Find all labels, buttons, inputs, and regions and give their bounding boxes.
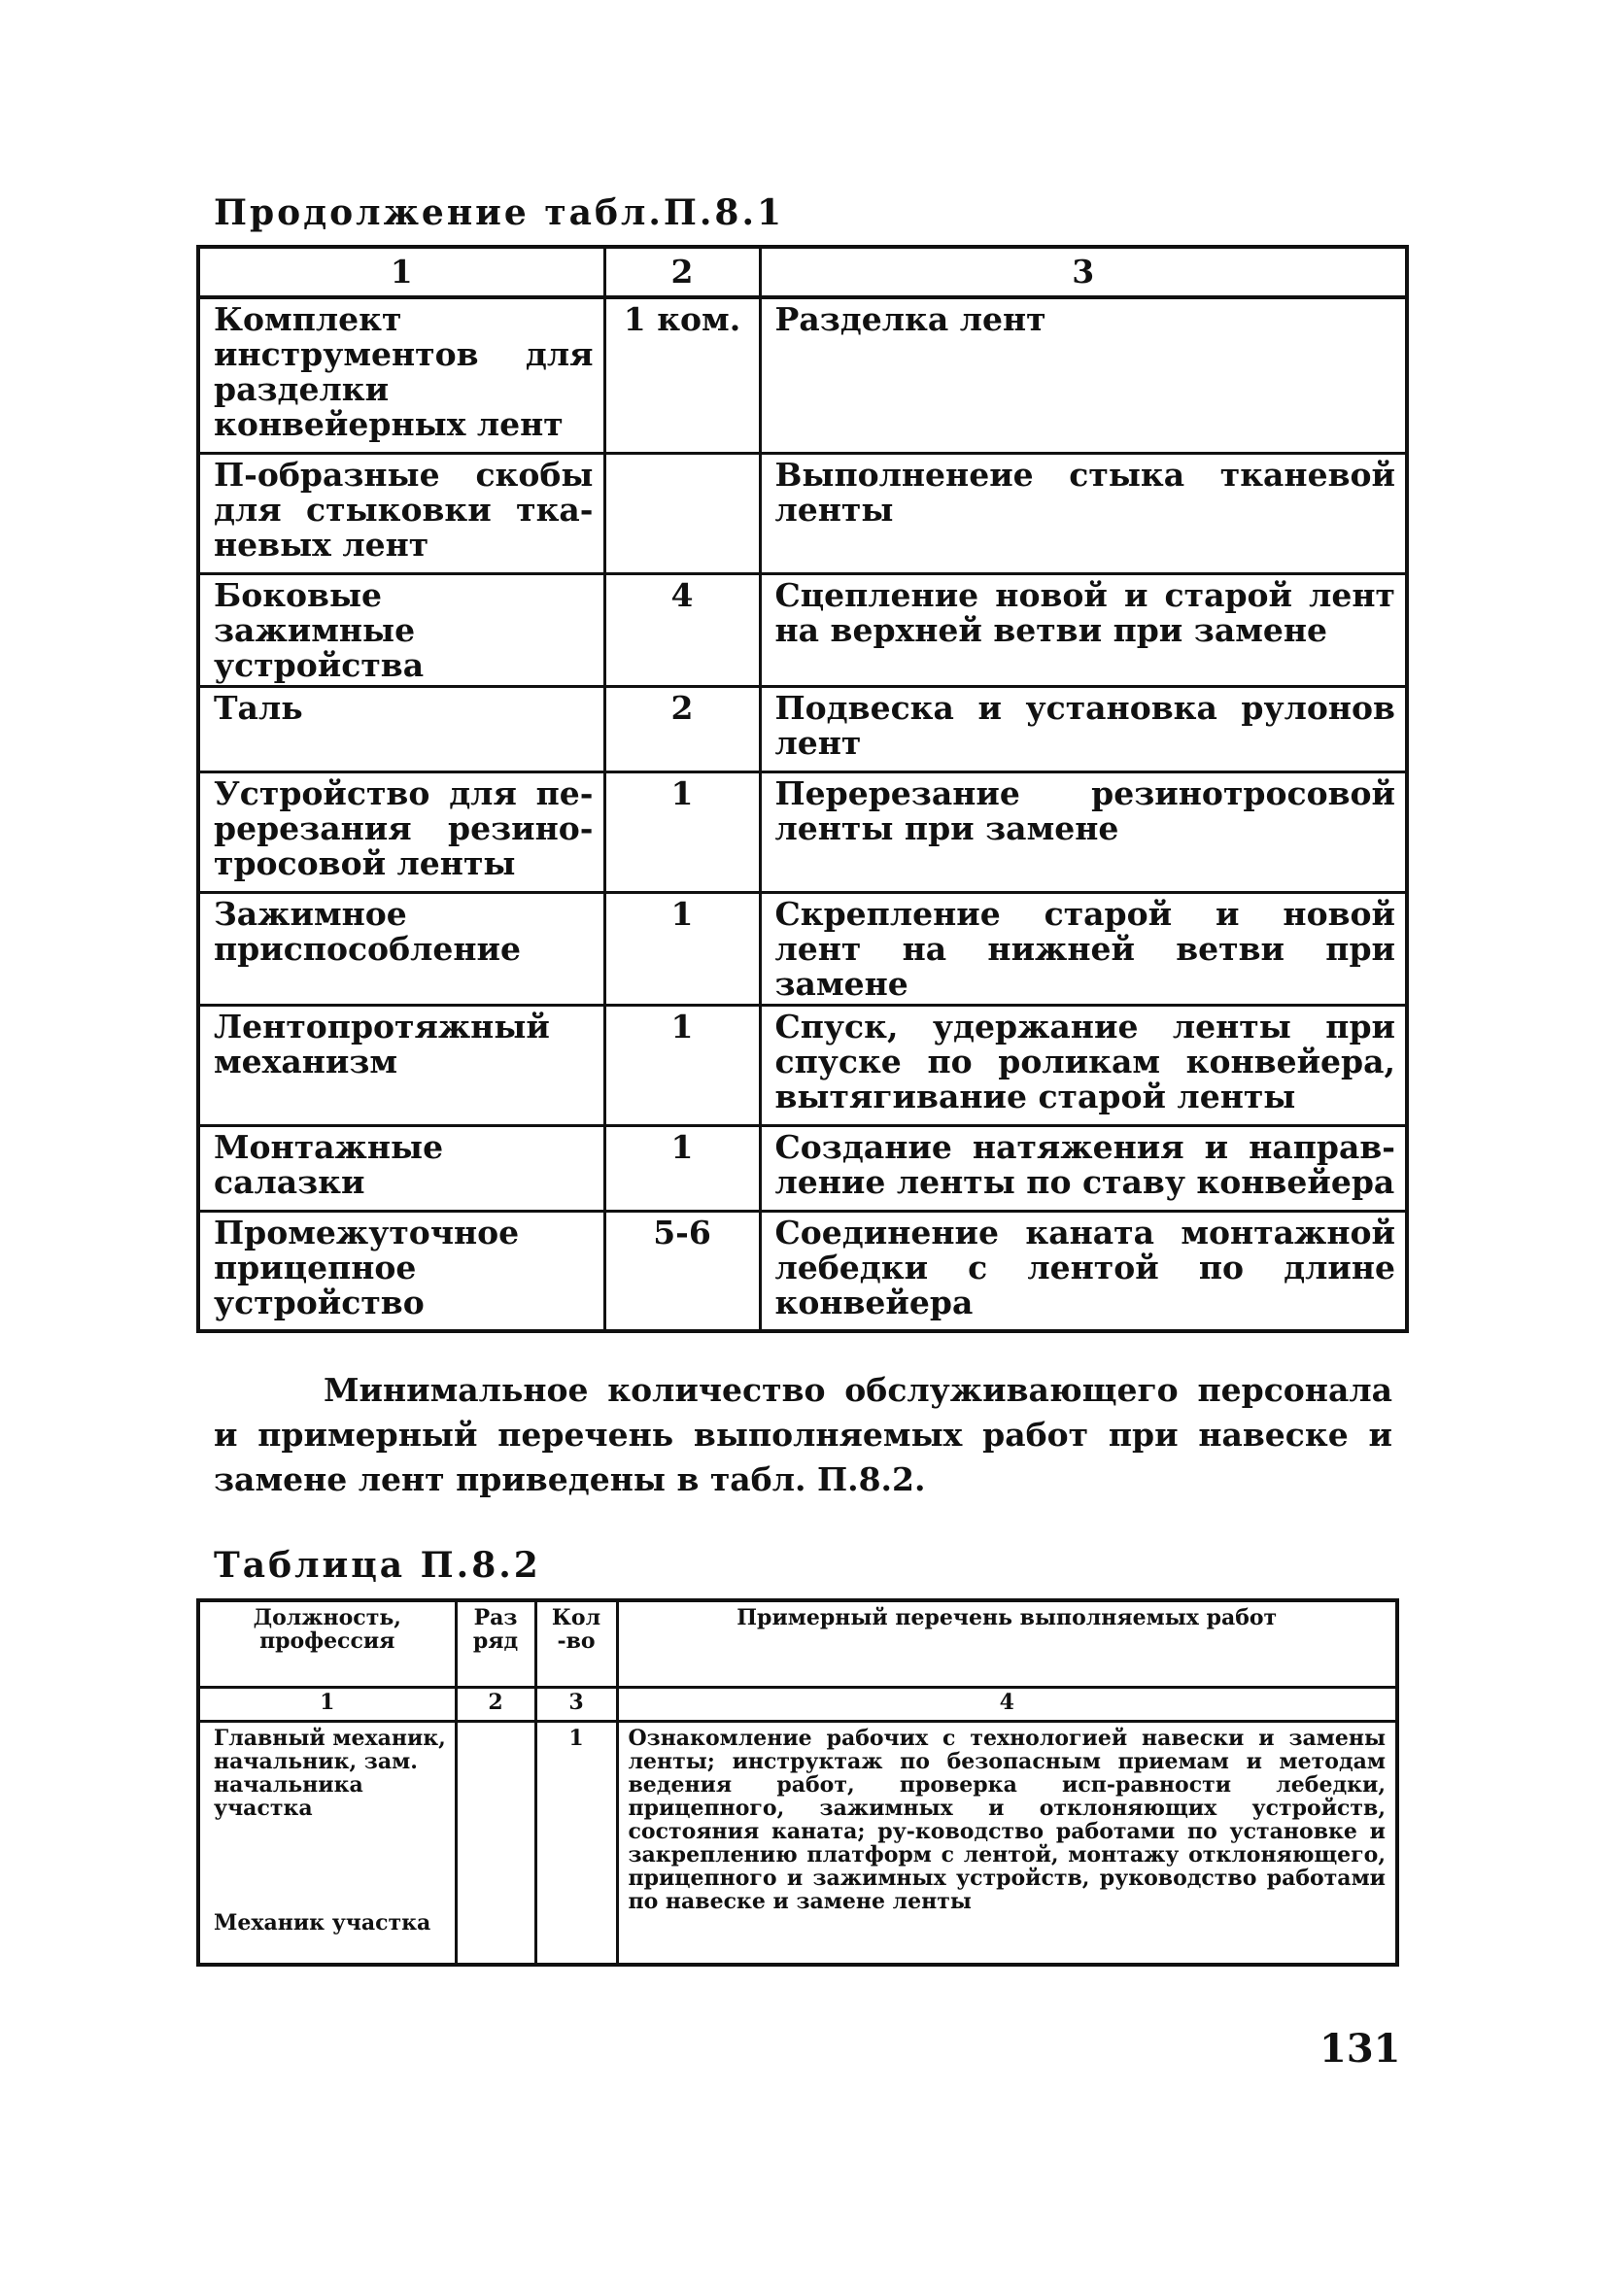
equipment-quantity: 1 (604, 771, 760, 892)
column-number-row (198, 1688, 1397, 1722)
table-row (198, 1005, 1407, 1125)
equipment-table (196, 245, 1409, 1333)
equipment-quantity: 2 (604, 686, 760, 771)
equipment-quantity: 1 (604, 1005, 760, 1125)
column-header: 1 (198, 247, 604, 297)
equipment-name: Комплект инструментов для разделки конвейерных лент (198, 297, 604, 453)
equipment-name: Промежуточное прицепное устройство (198, 1211, 604, 1331)
equipment-purpose: Перерезание резинотросовой ленты при замене (760, 771, 1407, 892)
table-continuation-caption: Продолжение табл.П.8.1 (214, 192, 785, 233)
column-number: 1 (198, 1688, 456, 1722)
equipment-quantity: 1 (604, 1125, 760, 1211)
table-row (198, 686, 1407, 771)
equipment-quantity: 5-6 (604, 1211, 760, 1331)
table-row (198, 1125, 1407, 1211)
equipment-purpose: Скрепление старой и новой лент на нижней ветви при замене (760, 892, 1407, 1005)
equipment-name: Лентопротяжный механизм (198, 1005, 604, 1125)
column-header: Примерный перечень выполняемых работ (617, 1600, 1397, 1688)
position-primary: Главный механик, начальник, зам. начальника участка (214, 1726, 446, 1821)
equipment-purpose: Соединение каната монтажной лебедки с лентой по длине конвейера (760, 1211, 1407, 1331)
equipment-purpose: Подвеска и установка рулонов лент (760, 686, 1407, 771)
equipment-purpose: Спуск, удержание ленты при спуске по роликам конвейера, вытягивание старой ленты (760, 1005, 1407, 1125)
equipment-name: Зажимное приспособление (198, 892, 604, 1005)
equipment-purpose: Выполненеие стыка тканевой ленты (760, 453, 1407, 573)
column-header: Кол -во (535, 1600, 617, 1688)
column-header: Раз ряд (456, 1600, 535, 1688)
equipment-quantity: 1 (604, 892, 760, 1005)
staff-table (196, 1598, 1399, 1967)
equipment-purpose: Разделка лент (760, 297, 1407, 453)
column-number: 2 (456, 1688, 535, 1722)
table-row (198, 1211, 1407, 1331)
column-header: Должность, профессия (198, 1600, 456, 1688)
column-header: 3 (760, 247, 1407, 297)
grade-cell (456, 1722, 535, 1965)
table-row (198, 573, 1407, 686)
table-row (198, 892, 1407, 1005)
position-secondary: Механик участка (214, 1910, 431, 1936)
equipment-quantity: 4 (604, 573, 760, 686)
equipment-name: П-образные скобы для стыковки тка-невых лент (198, 453, 604, 573)
equipment-name: Боковые зажимные устройства (198, 573, 604, 686)
table-caption: Таблица П.8.2 (214, 1545, 541, 1586)
equipment-name: Монтажные салазки (198, 1125, 604, 1211)
equipment-purpose: Создание натяжения и направ-ление ленты по ставу конвейера (760, 1125, 1407, 1211)
column-header: 2 (604, 247, 760, 297)
table-header-row (198, 1600, 1397, 1688)
equipment-purpose: Сцепление новой и старой лент на верхней ветви при замене (760, 573, 1407, 686)
body-paragraph: Минимальное количество обслуживающего персонала и примерный перечень выполняемых работ при навеске и замене лент приведены в табл. П.8.2. (214, 1371, 1392, 1498)
count-cell: 1 (535, 1722, 617, 1965)
column-number: 3 (535, 1688, 617, 1722)
table-row (198, 1722, 1397, 1965)
table-header-row (198, 247, 1407, 297)
equipment-name: Устройство для пе-ререзания резино-тросовой ленты (198, 771, 604, 892)
page-number: 131 (1319, 2026, 1401, 2072)
table-row (198, 453, 1407, 573)
column-number: 4 (617, 1688, 1397, 1722)
equipment-quantity: 1 ком. (604, 297, 760, 453)
table-row (198, 297, 1407, 453)
equipment-name: Таль (198, 686, 604, 771)
table-row (198, 771, 1407, 892)
position-cell (198, 1722, 456, 1965)
works-cell: Ознакомление рабочих с технологией навески и замены ленты; инструктаж по безопасным приемам и методам ведения работ, проверка исп-равности лебедки, прицепного, зажимных и отклоняющих устройств, состояния каната; ру-ководство работами по установке и закреплению платформ с лентой, монтажу отклоняющего, прицепного и зажимных устройств, руководство работами по навеске и замене ленты (617, 1722, 1397, 1965)
equipment-quantity (604, 453, 760, 573)
